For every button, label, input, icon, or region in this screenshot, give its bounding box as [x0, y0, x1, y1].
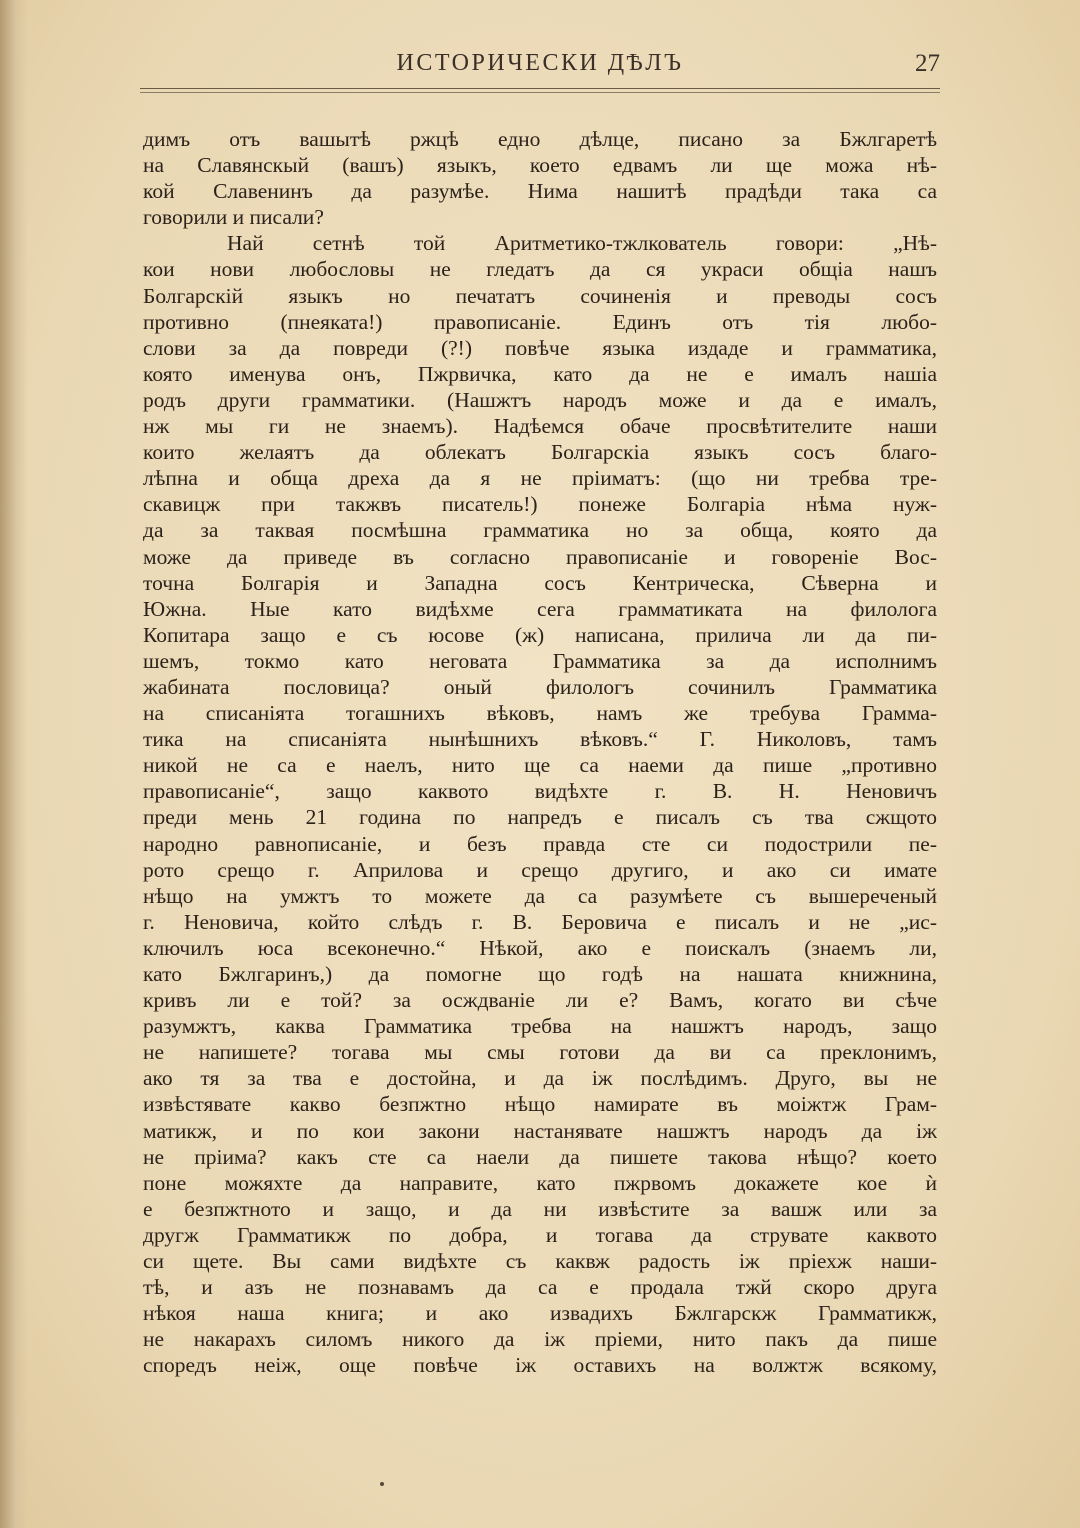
text-line: преди мень 21 година по напредъ е писалъ съ тва сжщото [143, 805, 937, 830]
text-line: може да приведе въ согласно правописаніе и говореніе Вос- [143, 544, 937, 569]
text-line: лѣпна и обща дреха да я не пріиматъ: (що ни требва тре- [143, 466, 937, 491]
text-line: слови за да повреди (?!) повѣче языка издаде и грамматика, [143, 335, 937, 360]
paper-speck [380, 1482, 384, 1486]
text-line: нж мы ги не знаемъ). Надѣемся обаче просвѣтителите наши [143, 414, 937, 439]
text-line: не накарахъ силомъ никого да іж пріеми, нито пакъ да пише [143, 1327, 937, 1352]
text-line: народно равнописаніе, и безъ правда сте си подострили пе- [143, 831, 937, 856]
text-line: димъ отъ вашытѣ ржцѣ едно дѣлце, писано за Бжлгаретѣ [143, 127, 937, 151]
text-line: Болгарскій языкъ но печататъ сочиненія и преводы сосъ [143, 283, 937, 308]
page-header [140, 50, 940, 84]
header-rule [140, 88, 940, 89]
text-line: рото срещо г. Априлова и срещо другиго, и ако си имате [143, 857, 937, 882]
text-line: г. Неновича, който слѣдъ г. В. Беровича е писалъ и не „ис- [143, 909, 937, 934]
text-line: тика на списанiята нынѣшнихъ вѣковъ.“ Г. Николовъ, тамъ [143, 727, 937, 752]
text-line: не пріима? какъ сте са наели да пишете такова нѣщо? което [143, 1144, 937, 1169]
page-number: 27 [915, 50, 940, 77]
text-line: която именува онъ, Пжрвичка, като да не е ималъ нашіа [143, 361, 937, 386]
text-line: да за таквая посмѣшна грамматика но за обща, която да [143, 518, 937, 543]
text-line: кой Славенинъ да разумѣе. Нима нашитѣ прадѣди така са [143, 179, 937, 204]
text-line: матикж, и по кои закони настанявате нашжтъ народъ да іж [143, 1118, 937, 1143]
text-line: противно (пнеякатa!) правописаніе. Единъ отъ тія любо- [143, 309, 937, 334]
text-line: на Славянскый (вашъ) языкъ, което едвамъ ли ще можа нѣ- [143, 153, 937, 178]
text-line: правописаніе“, защо каквото видѣхте г. В. Н. Неновичъ [143, 779, 937, 804]
text-line: разумжтъ, каква Грамматика требва на нашжтъ народъ, защо [143, 1014, 937, 1039]
text-line: Най сетнѣ той Аритметико-тжлкователь говори: „Нѣ- [227, 231, 937, 256]
text-line: нѣкоя наша книга; и ако извадихъ Бжлгарскж Грамматикж, [143, 1301, 937, 1326]
text-line: Копитара защо е съ юсове (ж) написана, прилича ли да пи- [143, 622, 937, 647]
text-line: кривъ ли е той? за осждваніе ли е? Вамъ, когато ви сѣче [143, 988, 937, 1013]
text-line: другж Грамматикж по добра, и тогава да струвате каквото [143, 1222, 937, 1247]
text-line: ако тя за тва е достойна, и да іж послѣдимъ. Друго, вы не [143, 1066, 937, 1091]
text-line: родъ други грамматики. (Нашжтъ народъ може и да е ималъ, [143, 387, 937, 412]
running-head: ИСТОРИЧЕСКИ ДѢЛЪ [396, 50, 684, 76]
text-line: никой не са е наелъ, нито ще са наеми да пише „противно [143, 753, 937, 778]
text-line: е безпжтното и защо, и да ни извѣстите за вашж или за [143, 1196, 937, 1221]
text-line: си щете. Вы сами видѣхте съ каквж радость іж пріехж наши- [143, 1249, 937, 1274]
header-rule-secondary [140, 92, 940, 93]
text-line: ключилъ юса всеконечно.“ Нѣкой, ако е поискалъ (знаемъ ли, [143, 935, 937, 960]
text-line: шемъ, токмо като неговата Грамматика за да исполнимъ [143, 648, 937, 673]
text-line: скавицж при такжвъ писатель!) понеже Болгаріа нѣма нуж- [143, 492, 937, 517]
body-text [143, 126, 937, 1379]
text-line: Южна. Ные като видѣхме сега грамматиката на филолога [143, 596, 937, 621]
binding-shadow [0, 0, 28, 1528]
text-line: поне можяхте да направите, като пжрвомъ докажете кое ѝ [143, 1170, 937, 1195]
text-line: жабината пословица? оный филологъ сочинилъ Грамматика [143, 674, 937, 699]
text-line: говорили и писали? [143, 205, 324, 230]
text-line: като Бжлгаринъ,) да помогне що годѣ на нашата книжнина, [143, 962, 937, 986]
text-line: кои нови любословы не гледатъ да ся украси общіа нашъ [143, 257, 937, 282]
text-line: тѣ, и азъ не познавамъ да са е продала тжй скоро друга [143, 1275, 937, 1300]
text-line: които желаятъ да облекатъ Болгарскіа языкъ сосъ благо- [143, 440, 937, 465]
text-line: извѣстявате какво безпжтно нѣщо намирате въ моіжтж Грам- [143, 1092, 937, 1117]
text-line: споредъ неіж, още повѣче іж оставихъ на волжтж всякому, [143, 1353, 937, 1378]
text-line: нѣщо на умжтъ то можете да са разумѣете съ вышереченый [143, 883, 937, 908]
text-line: точна Болгарія и Западна сосъ Кентрическа, Сѣверна и [143, 570, 937, 595]
text-line: не напишете? тогава мы смы готови да ви са преклонимъ, [143, 1040, 937, 1065]
text-line: на списанiята тогашнихъ вѣковъ, намъ же требува Грамма- [143, 701, 937, 726]
